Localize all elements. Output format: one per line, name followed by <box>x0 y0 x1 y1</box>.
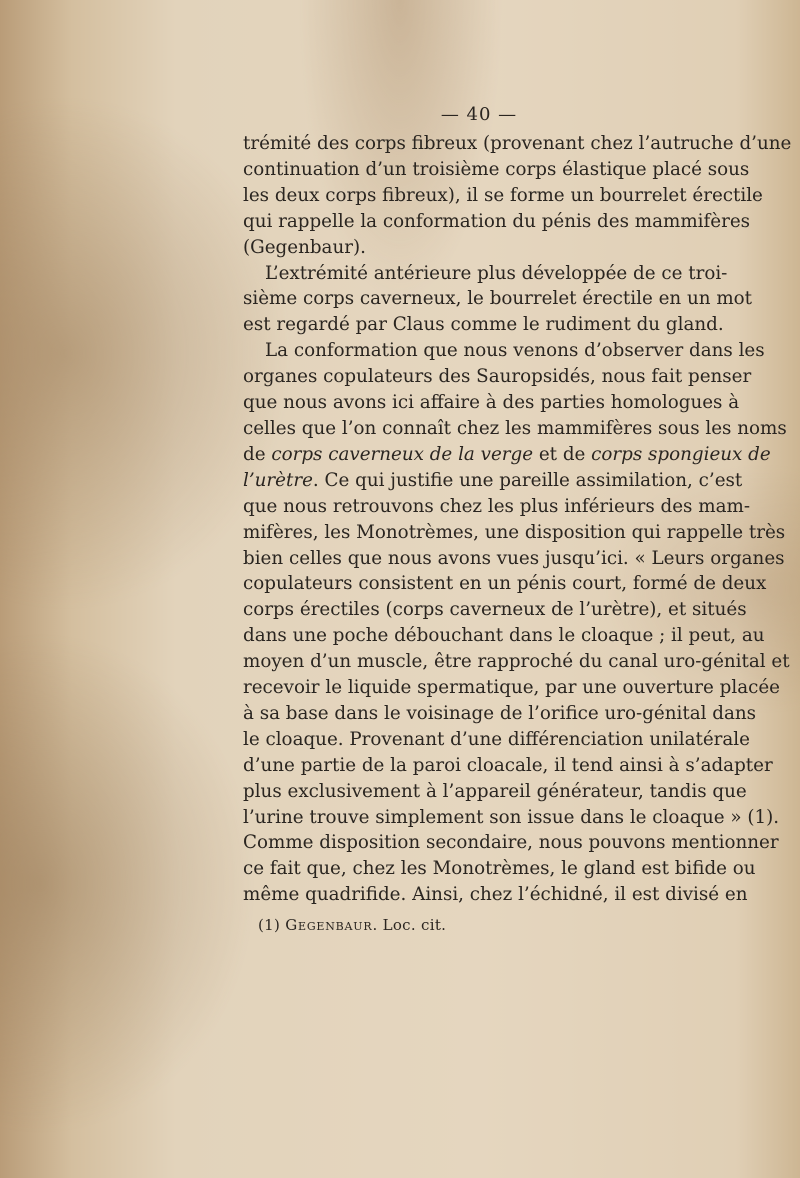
text-run: . Ce qui justifie une pareille assimilation, c’est <box>312 469 743 491</box>
text-line: dans une poche débouchant dans le cloaque ; il peut, au <box>243 625 765 647</box>
italic-term: corps spongieux de <box>591 443 771 465</box>
text-line: organes copulateurs des Sauropsidés, nous fait penser <box>243 366 752 388</box>
text-line: La conformation que nous venons d’observer dans les <box>265 340 765 362</box>
text-line: trémité des corps fibreux (provenant chez l’autruche d’une <box>243 133 792 154</box>
text-line: qui rappelle la conformation du pénis des mammifères <box>243 210 751 232</box>
text-line: (Gegenbaur). <box>243 236 366 258</box>
text-line: recevoir le liquide spermatique, par une ouverture placée <box>243 677 780 699</box>
text-line: L’extrémité antérieure plus développée de ce troi- <box>265 262 728 284</box>
text-line: plus exclusivement à l’appareil générateur, tandis que <box>243 780 747 802</box>
text-line: l’urine trouve simplement son issue dans le cloaque » (1). <box>243 806 780 828</box>
text-line: est regardé par Claus comme le rudiment du gland. <box>243 314 724 336</box>
text-line: mifères, les Monotrèmes, une disposition qui rappelle très <box>243 521 786 543</box>
footnote-author: Gegenbaur <box>285 916 373 934</box>
body-text <box>243 131 792 908</box>
footnote-citation: . Loc. cit. <box>372 916 447 934</box>
text-line: à sa base dans le voisinage de l’orifice uro-génital dans <box>243 702 757 724</box>
text-line: bien celles que nous avons vues jusqu’ici. « Leurs organes <box>243 547 785 569</box>
text-line: le cloaque. Provenant d’une différenciation unilatérale <box>243 728 750 750</box>
text-line: que nous avons ici affaire à des parties homologues à <box>243 392 740 414</box>
text-line: sième corps caverneux, le bourrelet érectile en un mot <box>243 288 753 310</box>
text-line: d’une partie de la paroi cloacale, il tend ainsi à s’adapter <box>243 754 773 776</box>
footnote <box>258 916 446 934</box>
text-line: Comme disposition secondaire, nous pouvons mentionner <box>243 832 779 854</box>
page-number: — 40 — <box>440 104 518 125</box>
italic-term: corps caverneux de la verge <box>271 443 534 465</box>
text-line <box>243 442 771 468</box>
text-line: corps érectiles (corps caverneux de l’urètre), et situés <box>243 599 747 621</box>
text-line: moyen d’un muscle, être rapproché du canal uro-génital et <box>243 651 790 673</box>
text-line: ce fait que, chez les Monotrèmes, le gland est bifide ou <box>243 858 756 880</box>
italic-term: l’urètre <box>243 469 313 491</box>
text-line: celles que l’on connaît chez les mammifères sous les noms <box>243 417 787 439</box>
footnote-marker: (1) <box>258 916 286 934</box>
text-run: et de <box>533 443 592 465</box>
text-line: que nous retrouvons chez les plus inférieurs des mam- <box>243 495 751 517</box>
text-line: même quadrifide. Ainsi, chez l’échidné, il est divisé en <box>243 884 748 906</box>
text-run: de <box>243 443 272 465</box>
text-line <box>243 468 743 494</box>
text-line: copulateurs consistent en un pénis court, formé de deux <box>243 573 767 595</box>
text-line: les deux corps fibreux), il se forme un bourrelet érectile <box>243 184 763 206</box>
text-line: continuation d’un troisième corps élastique placé sous <box>243 158 750 180</box>
